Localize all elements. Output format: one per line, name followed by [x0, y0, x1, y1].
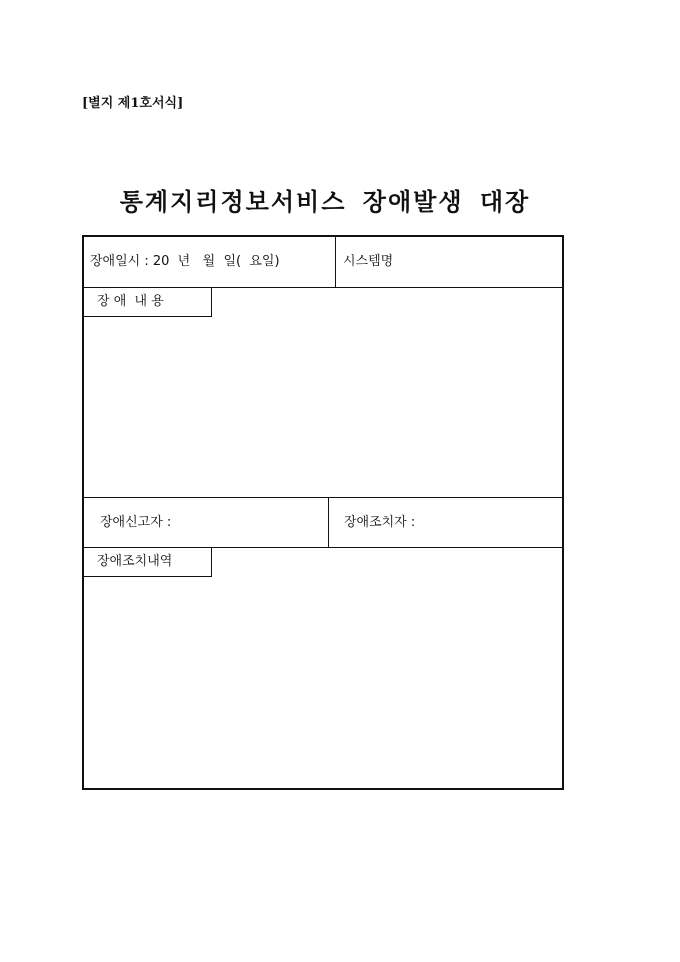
reporter-handler-row	[84, 498, 562, 548]
annex-form-label: [별지 제1호서식]	[82, 96, 184, 111]
fault-handler-field[interactable]: 장애조치자 :	[344, 515, 416, 530]
fault-datetime-field[interactable]: 장애일시 : 20 년 월 일( 요일)	[84, 237, 336, 287]
action-details-label: 장애조치내역	[84, 548, 212, 577]
fault-content-section	[84, 288, 562, 498]
system-name-field[interactable]: 시스템명	[343, 254, 394, 269]
fault-reporter-field[interactable]: 장애신고자 :	[84, 498, 329, 547]
fault-register-form	[82, 235, 564, 790]
datetime-system-row	[84, 237, 562, 288]
document-title: 통계지리정보서비스 장애발생 대장	[119, 187, 531, 216]
fault-content-label: 장 애 내 용	[84, 288, 212, 317]
fault-content-area[interactable]	[84, 317, 562, 497]
action-details-area[interactable]	[84, 577, 562, 788]
action-details-section	[84, 548, 562, 788]
